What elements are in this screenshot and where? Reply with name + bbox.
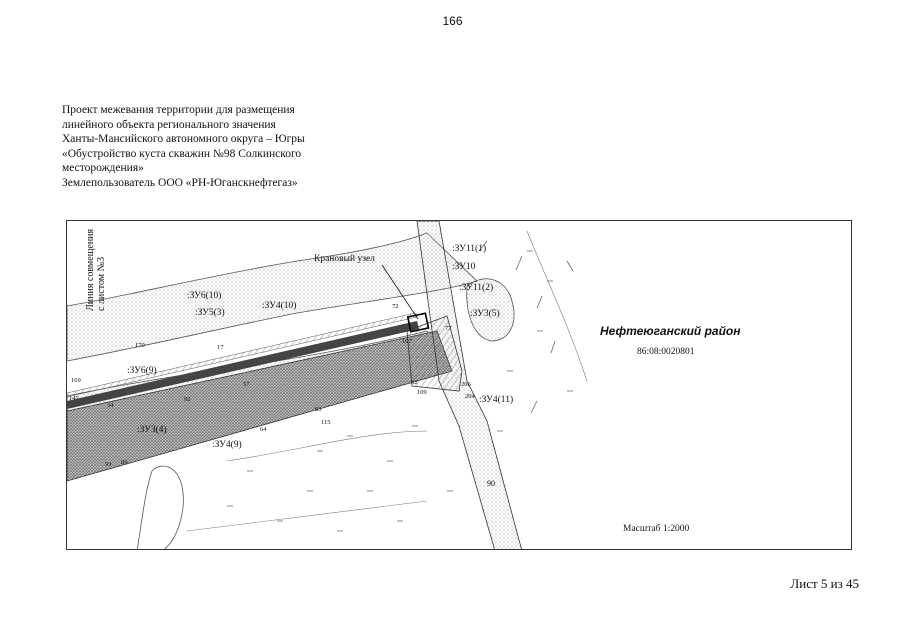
point-label: 34: [107, 402, 114, 409]
alignment-line-label: [85, 229, 107, 311]
point-label: 206: [461, 381, 471, 388]
plot-label: :ЗУ10: [452, 262, 476, 272]
point-label: 17: [217, 344, 224, 351]
header-line: Проект межевания территории для размещения: [62, 104, 295, 116]
point-label: 169: [71, 377, 81, 384]
point-label: 90: [487, 479, 495, 488]
plot-label: :ЗУ3(4): [137, 425, 167, 435]
plot-label: :ЗУ4(11): [479, 395, 514, 405]
point-label: 57: [243, 381, 250, 388]
plot-label: :ЗУ4(9): [212, 440, 242, 450]
plot-label: :ЗУ3(5): [470, 309, 500, 319]
map-scale: Масштаб 1:2000: [623, 524, 690, 534]
header-line: Землепользователь ООО «РН-Юганскнефтегаз»: [62, 176, 298, 189]
header-line: «Обустройство куста скважин №98 Солкинского: [62, 147, 302, 160]
point-label: 63: [315, 406, 322, 413]
crane-node-label: Крановый узел: [314, 254, 375, 264]
plot-label: :ЗУ11(2): [459, 283, 494, 293]
plot-label: :ЗУ6(10): [187, 291, 222, 301]
point-label: 77: [445, 325, 452, 332]
point-label: 89: [121, 459, 128, 466]
plot-label: :ЗУ5(3): [195, 308, 225, 318]
header-line: месторождения»: [62, 162, 144, 175]
alignment-line-text: с листом №3: [96, 256, 107, 311]
point-label: 107: [402, 338, 412, 345]
survey-map: [66, 220, 852, 550]
document-header: [62, 103, 305, 191]
point-label: 204: [465, 393, 475, 400]
point-label: 170: [135, 342, 145, 349]
point-label: 115: [321, 419, 331, 426]
point-label: 72: [392, 303, 399, 310]
point-label: 92: [184, 396, 191, 403]
plot-label: :ЗУ6(9): [127, 366, 157, 376]
plot-label: :ЗУ4(10): [262, 301, 297, 311]
point-label: 93: [105, 461, 112, 468]
point-label: 62: [411, 379, 418, 386]
header-line: линейного объекта регионального значения: [62, 118, 276, 131]
alignment-line-text: Линия совмещения: [85, 228, 96, 311]
bottom-area: [137, 466, 183, 550]
sheet-number: Лист 5 из 45: [790, 576, 859, 591]
region-name: Нефтеюганский район: [600, 324, 741, 338]
point-label: 64: [260, 426, 267, 433]
page-number: 166: [442, 14, 463, 28]
point-label: 109: [417, 389, 427, 396]
plot-label: :ЗУ11(1): [452, 244, 487, 254]
cadastral-number: 86:08:0020801: [637, 347, 695, 357]
header-line: Ханты-Мансийского автономного округа – Югры: [62, 133, 305, 146]
point-label: 147: [69, 395, 79, 402]
